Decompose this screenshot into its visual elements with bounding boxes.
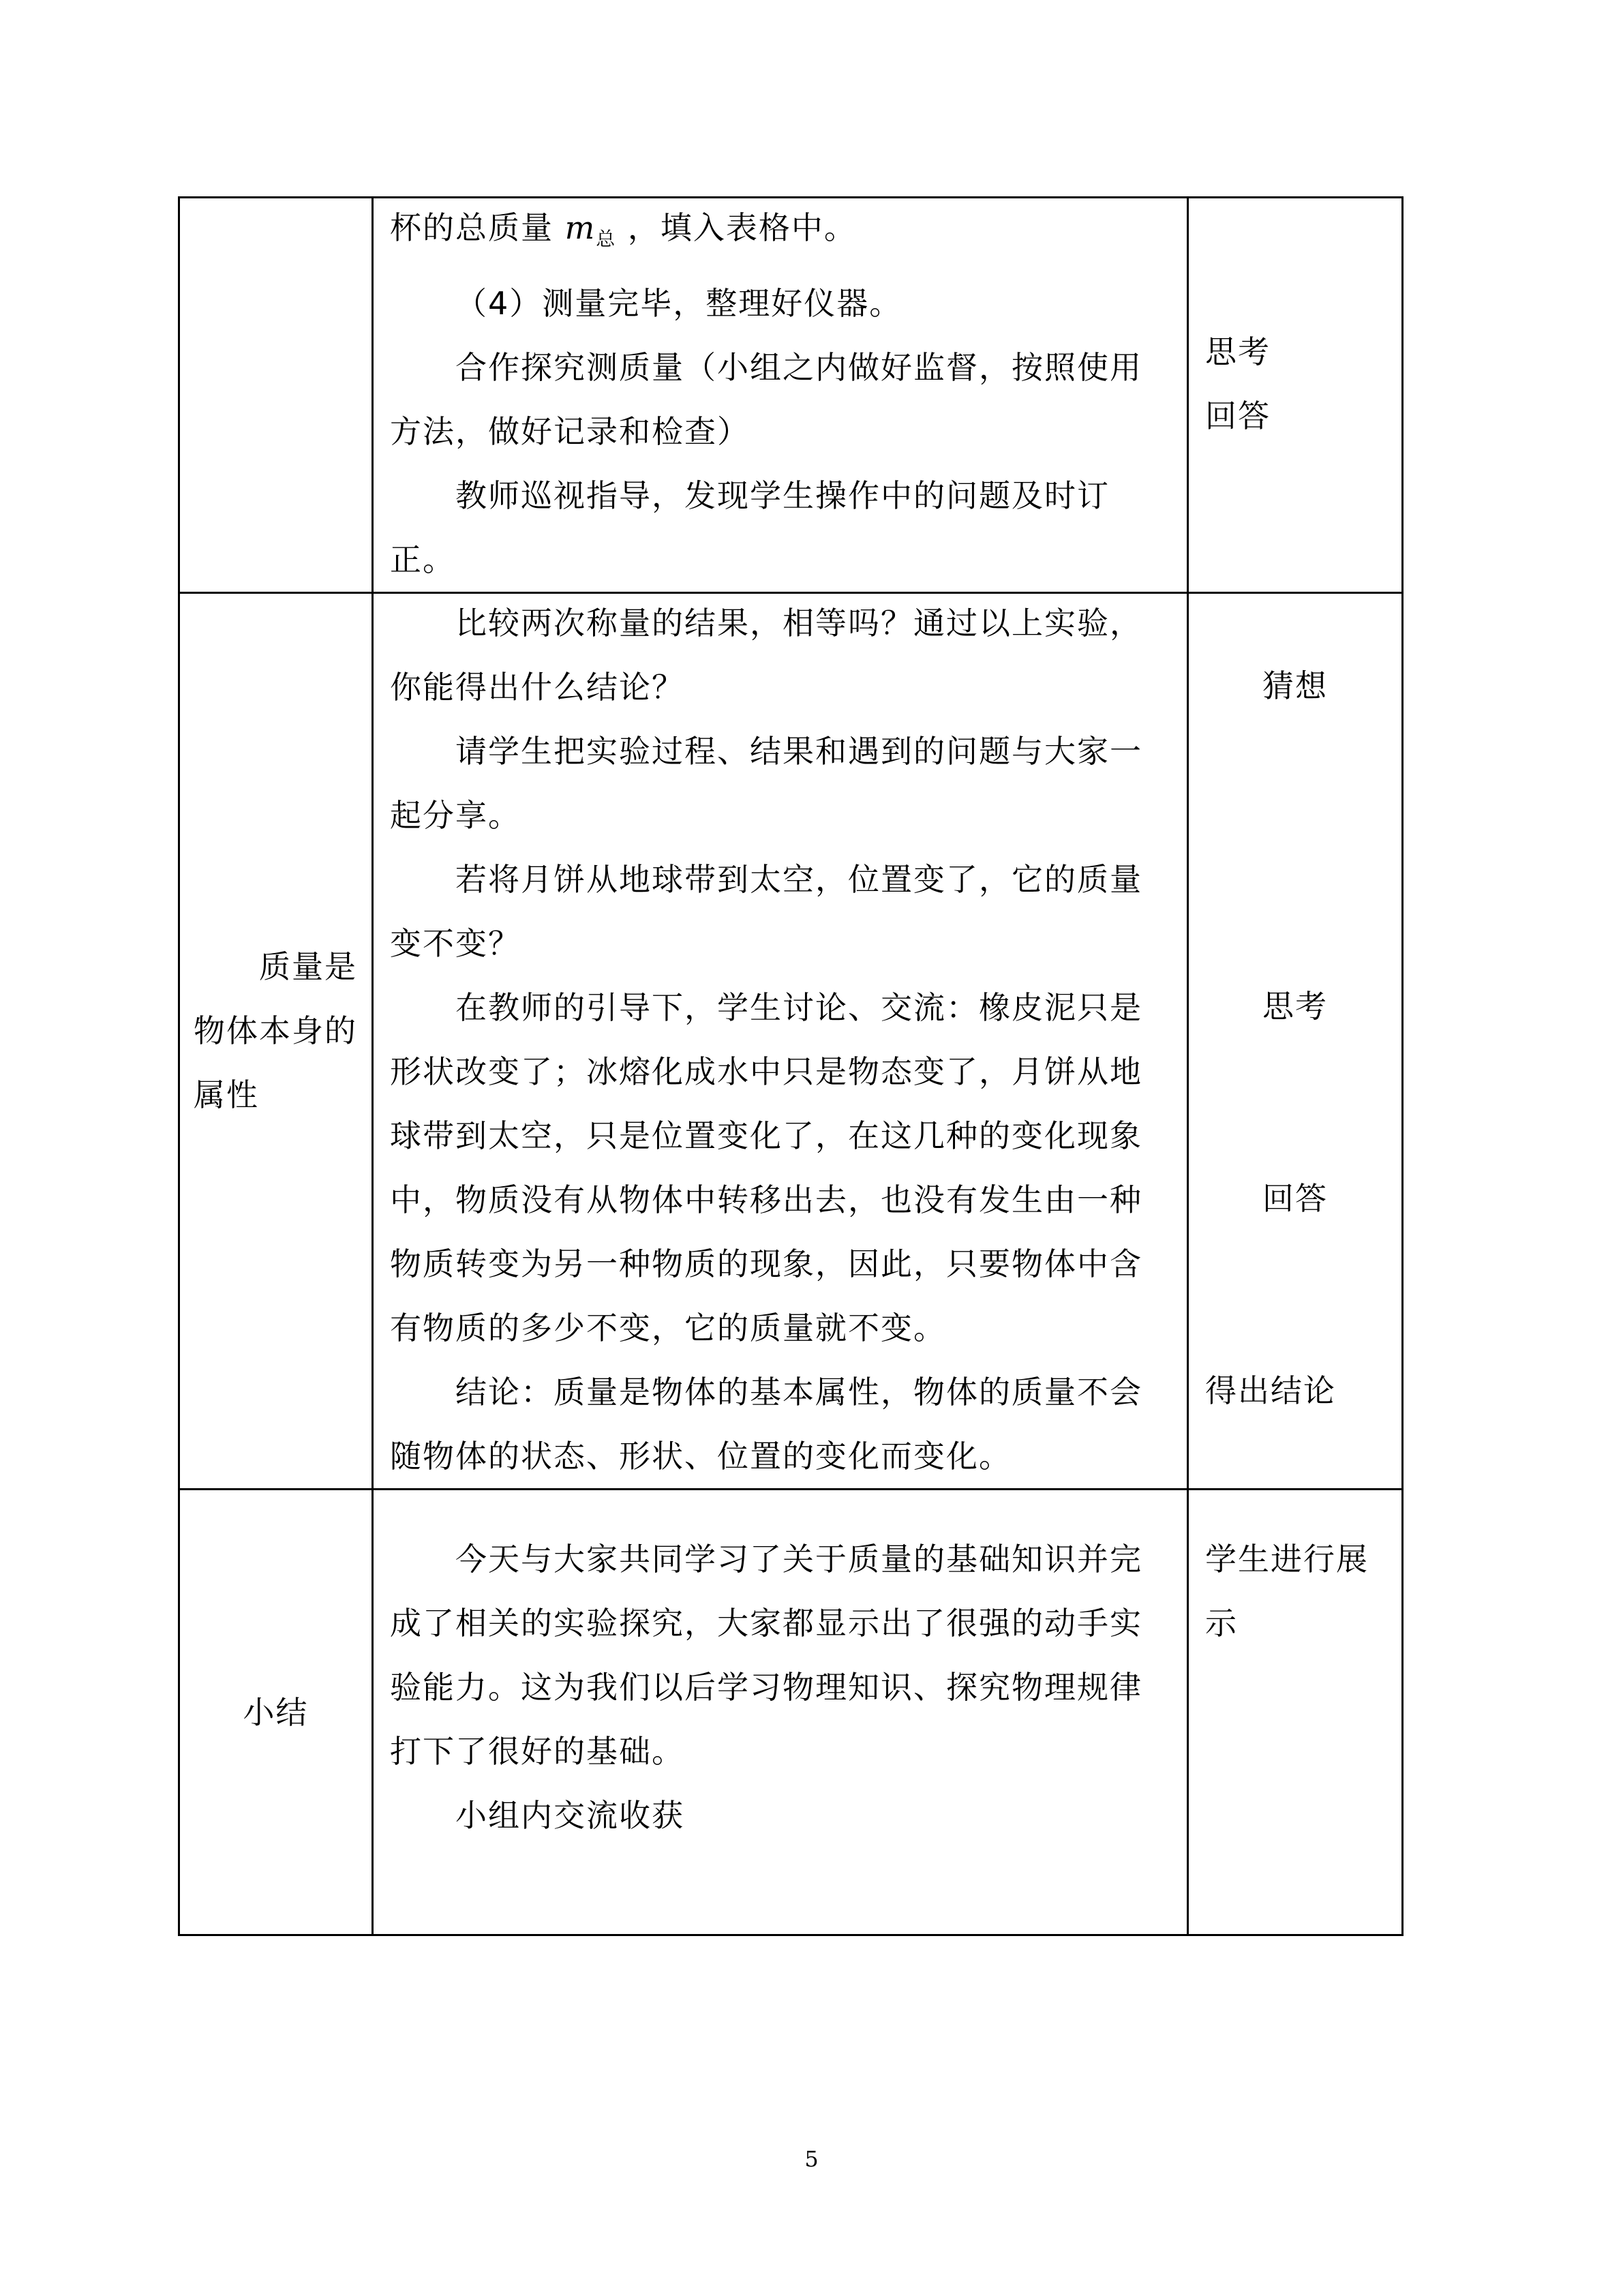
side-note: 得出结论: [1205, 1372, 1336, 1409]
table-row: [179, 1490, 1403, 1935]
text-line: 小组内交流收获: [455, 1797, 684, 1834]
text-line: 若将月饼从地球带到太空，位置变了，它的质量: [455, 861, 1142, 898]
side-note: 示: [1205, 1605, 1238, 1642]
text-line: 有物质的多少不变，它的质量就不变。: [390, 1310, 946, 1346]
section-label: 小结: [243, 1693, 309, 1731]
text-line: （4）测量完毕，整理好仪器。: [455, 285, 902, 322]
text-line: 方法，做好记录和检查）: [390, 413, 750, 450]
activity-cell: [373, 1490, 1188, 1935]
text-line: 教师巡视指导，发现学生操作中的问题及时订: [455, 477, 1110, 514]
text-line: 球带到太空，只是位置变化了，在这几种的变化现象: [390, 1117, 1142, 1154]
table-row: [179, 593, 1403, 1490]
math-variable: $m_总$: [564, 209, 617, 250]
side-note: 思考: [1262, 988, 1328, 1025]
text-line: 随物体的状态、形状、位置的变化而变化。: [390, 1438, 1012, 1475]
text-line: 今天与大家共同学习了关于质量的基础知识并完: [455, 1541, 1142, 1577]
section-label: 物体本身的: [194, 1012, 357, 1049]
student-activity-cell: [1188, 198, 1403, 593]
side-note: 学生进行展: [1205, 1541, 1369, 1577]
text-line: 形状改变了；冰熔化成水中只是物态变了，月饼从地: [390, 1053, 1142, 1090]
text-line: 物质转变为另一种物质的现象，因此，只要物体中含: [390, 1245, 1142, 1282]
side-note: 回答: [1205, 397, 1271, 434]
side-note: 猜想: [1262, 667, 1328, 704]
text-line: 验能力。这为我们以后学习物理知识、探究物理规律: [390, 1669, 1142, 1706]
section-label-cell: [179, 198, 373, 593]
text-line: 中，物质没有从物体中转移出去，也没有发生由一种: [390, 1181, 1142, 1218]
activity-cell: [373, 198, 1188, 593]
page-number: 5: [804, 2146, 819, 2172]
side-note: 思考: [1205, 333, 1271, 370]
text-line: 在教师的引导下，学生讨论、交流：橡皮泥只是: [455, 989, 1142, 1026]
section-label: 属性: [194, 1076, 259, 1113]
text-line: 打下了很好的基础。: [390, 1733, 684, 1770]
section-label-cell: [179, 593, 373, 1490]
text-line: 变不变？: [390, 925, 521, 962]
text-line: 正。: [390, 541, 455, 578]
text-line: 请学生把实验过程、结果和遇到的问题与大家一: [455, 733, 1142, 770]
text-line: 成了相关的实验探究，大家都显示出了很强的动手实: [390, 1605, 1142, 1642]
text-line: 你能得出什么结论？: [390, 669, 684, 706]
lesson-table: [178, 196, 1404, 1936]
text-line: 结论：质量是物体的基本属性，物体的质量不会: [455, 1374, 1142, 1410]
table-row: [179, 198, 1403, 593]
activity-cell: [373, 593, 1188, 1490]
section-label: 质量是: [259, 948, 357, 985]
student-activity-cell: [1188, 1490, 1403, 1935]
side-note: 回答: [1262, 1180, 1328, 1217]
text-line: 杯的总质量 $m_总$ ，填入表格中。: [390, 209, 857, 250]
text-line: 起分享。: [390, 797, 521, 834]
text-line: 合作探究测质量（小组之内做好监督，按照使用: [455, 349, 1142, 386]
section-label-cell: [179, 1490, 373, 1935]
student-activity-cell: [1188, 593, 1403, 1490]
text-line: 比较两次称量的结果，相等吗？通过以上实验，: [455, 605, 1142, 641]
